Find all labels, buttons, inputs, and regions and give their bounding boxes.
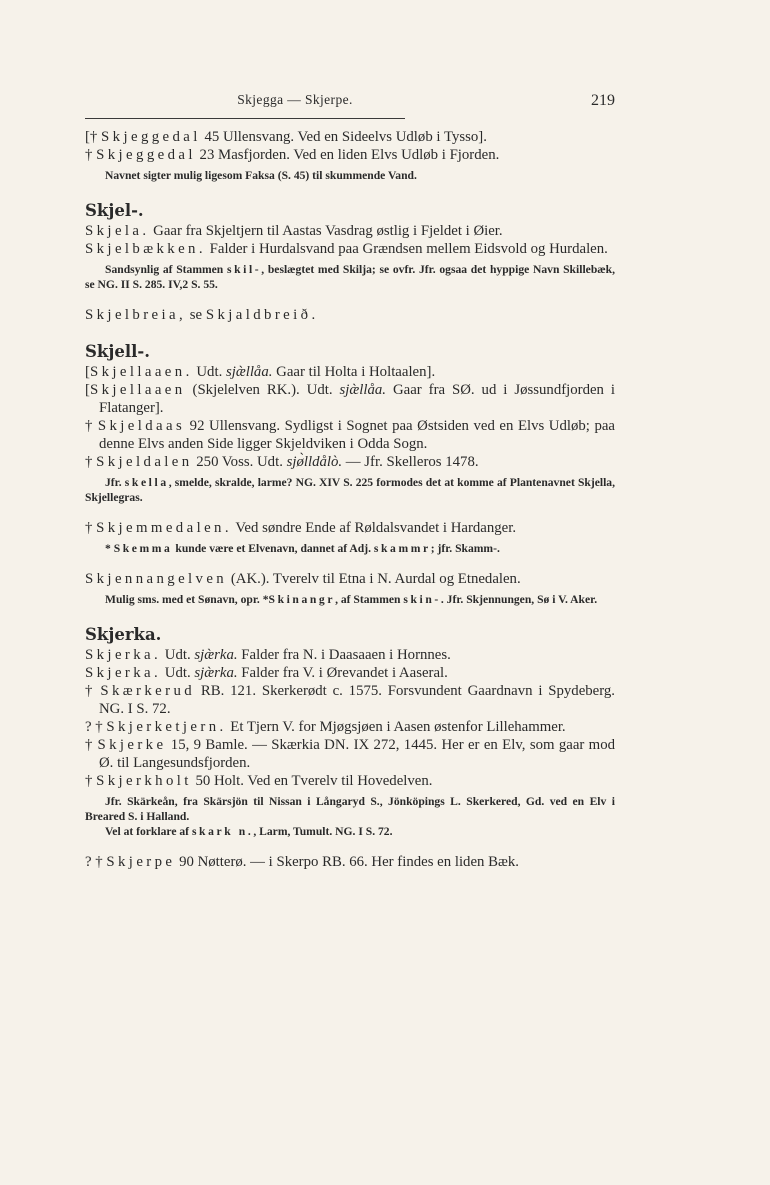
spacer: [85, 292, 615, 306]
note-skjeggedal: Navnet sigter mulig ligesom Faksa (S. 45) til skummende Vand.: [105, 169, 417, 182]
heading-skjerka: Skjerka.: [85, 625, 162, 644]
entry-skjerketjern: ? † Skjerketjern. Et Tjern V. for Mjøgsjøen i Aasen østenfor Lillehammer.: [85, 719, 566, 735]
note-skark: Vel at forklare af skark n., Larm, Tumult. NG. I S. 72.: [105, 825, 393, 838]
heading-skjell: Skjell-.: [85, 342, 150, 361]
entry-skjellaaen-flatanger: [Skjellaaen (Skjelelven RK.). Udt. sjæ̀llåa. Gaar fra SØ. ud i Jøssundfjorden i Flatanger].: [85, 382, 616, 416]
spacer: [85, 505, 615, 519]
entry-skjemmedalen: † Skjemmedalen. Ved søndre Ende af Røldalsvandet i Hardanger.: [85, 520, 517, 536]
note-skjell: Jfr. skella, smelde, skralde, larme? NG. XIV S. 225 formodes det at komme af Plantenavnet Skjella, Skjellegras.: [85, 476, 615, 504]
entry-skjelbaekken: Skjelbækken. Falder i Hurdalsvand paa Grændsen mellem Eidsvold og Hurdalen.: [85, 241, 608, 257]
entry-skjelbreia: Skjelbreia, se Skjaldbreið.: [85, 307, 319, 323]
spacer: [85, 839, 615, 853]
entry-skjellaaen-holta: [Skjellaaen. Udt. sjæ̀llåa. Gaar til Holta i Holtaalen].: [85, 364, 436, 380]
entry-skjeggedal-ullensvang: [† Skjeggedal 45 Ullensvang. Ved en Sideelvs Udløb i Tysso].: [85, 129, 487, 145]
running-title: Skjegga — Skjerpe.: [237, 92, 353, 107]
heading-skjel: Skjel-.: [85, 201, 144, 220]
note-skaerkean: Jfr. Skärkeån, fra Skärsjön til Nissan i Långaryd S., Jönköpings L. Skerkered, Gd. ved en Elv i Breared S. i Halland.: [85, 795, 615, 823]
entry-skjela: Skjela. Gaar fra Skjeltjern til Aastas Vasdrag østlig i Fjeldet i Øier.: [85, 223, 503, 239]
header-rule: [85, 118, 405, 119]
entry-skjeggedal-masfjorden: † Skjeggedal 23 Masfjorden. Ved en liden Elvs Udløb i Fjorden.: [85, 147, 500, 163]
page-header: [85, 92, 615, 114]
entry-skjeldaas: † Skjeldaas 92 Ullensvang. Sydligst i Sognet paa Østsiden ved en Elvs Udløb; paa denne Elvs anden Side ligger Skjeldviken i Odda Sogn.: [85, 418, 615, 452]
note-skjel: Sandsynlig af Stammen skil-, beslægtet med Skilja; se ovfr. Jfr. ogsaa det hyppige Navn Skillebæk, se NG. II S. 285. IV,2 S. 55.: [85, 263, 615, 291]
entry-skjerpe: ? † Skjerpe 90 Nøtterø. — i Skerpo RB. 66. Her findes en liden Bæk.: [85, 854, 519, 870]
entry-skjerka-aaseral: Skjerka. Udt. sjæ̀rka. Falder fra V. i Ørevandet i Aaseral.: [85, 665, 448, 681]
entry-skjeldalen: † Skjeldalen 250 Voss. Udt. sjø̀lldålò. — Jfr. Skelleros 1478.: [85, 454, 479, 470]
page-number: 219: [591, 92, 615, 109]
note-skjennangelven: Mulig sms. med et Sønavn, opr. *Skinangr, af Stammen skin-. Jfr. Skjennungen, Sø i V. Aker.: [105, 593, 598, 606]
entry-skaerkerud: † Skærkerud RB. 121. Skerkerødt c. 1575. Forsvundent Gaardnavn i Spydeberg. NG. I S. 72.: [85, 683, 615, 717]
entry-skjerkholt: † Skjerkholt 50 Holt. Ved en Tverelv til Hovedelven.: [85, 773, 433, 789]
entry-skjerka-hornnes: Skjerka. Udt. sjæ̀rka. Falder fra N. i Daasaaen i Hornnes.: [85, 647, 451, 663]
note-skemma: * Skemma kunde være et Elvenavn, dannet af Adj. skammr; jfr. Skamm-.: [105, 542, 500, 555]
entry-skjerke: † Skjerke 15, 9 Bamle. — Skærkia DN. IX 272, 1445. Her er en Elv, som gaar mod Ø. til Langesundsfjorden.: [85, 737, 615, 771]
spacer: [85, 556, 615, 570]
entry-skjennangelven: Skjennangelven (AK.). Tverelv til Etna i N. Aurdal og Etnedalen.: [85, 571, 521, 587]
page-body: [85, 128, 615, 871]
